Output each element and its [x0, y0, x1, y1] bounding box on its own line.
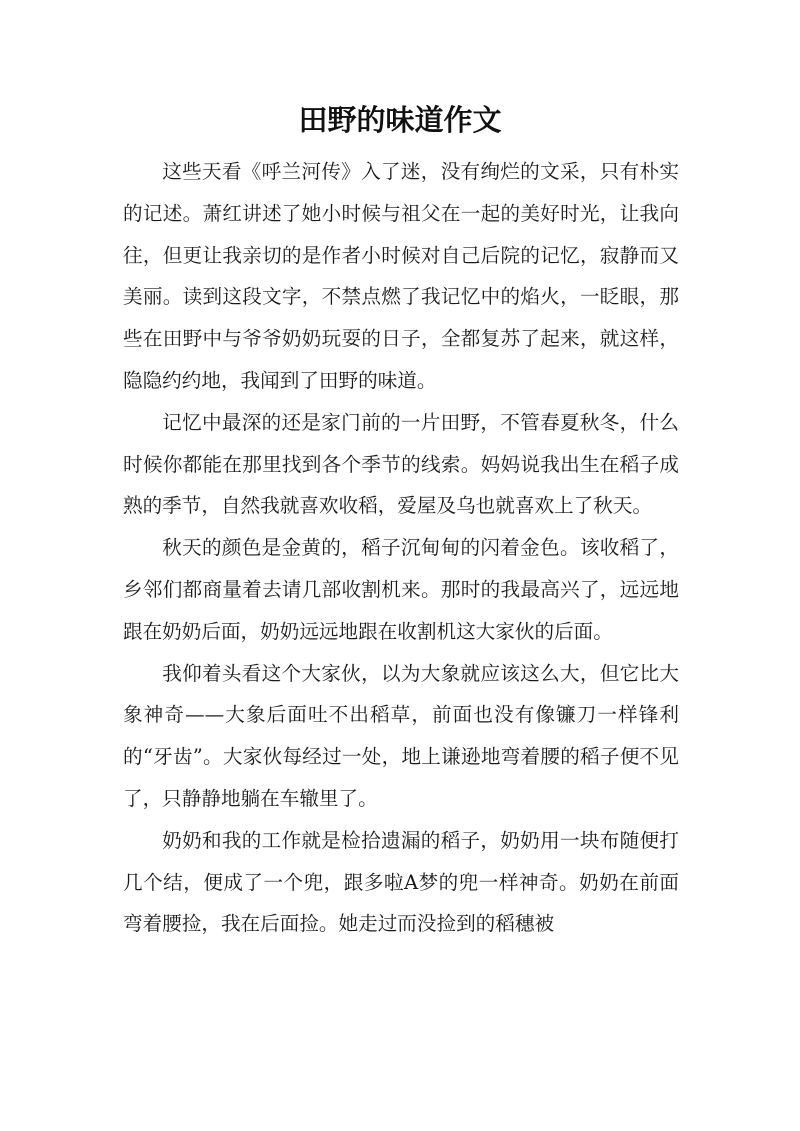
- document-title: 田野的味道作文: [298, 103, 502, 137]
- paragraph-3: 秋天的颜色是金黄的，稻子沉甸甸的闪着金色。该收稻了，乡邻们都商量着去请几部收割机来。那时的我最高兴了，远远地跟在奶奶后面，奶奶远远地跟在收割机这大家伙的后面。: [123, 536, 679, 643]
- paragraph-2: 记忆中最深的还是家门前的一片田野，不管春夏秋冬，什么时候你都能在那里找到各个季节的线索。妈妈说我出生在稻子成熟的季节，自然我就喜欢收稻，爱屋及乌也就喜欢上了秋天。: [123, 410, 679, 518]
- paragraph-4: 我仰着头看这个大家伙，以为大象就应该这么大，但它比大象神奇——大象后面吐不出稻草，前面也没有像镰刀一样锋利的“牙齿”。大家伙每经过一处，地上谦逊地弯着腰的稻子便不见了，只静静地躺在车辙里了。: [123, 661, 679, 810]
- document-body: [123, 151, 679, 945]
- paragraph-5: 奶奶和我的工作就是检拾遗漏的稻子，奶奶用一块布随便打几个结，便成了一个兜，跟多啦A梦的兜一样神奇。奶奶在前面弯着腰捡，我在后面捡。她走过而没捡到的稻穗被: [123, 828, 679, 936]
- paragraph-1: 这些天看《呼兰河传》入了迷，没有绚烂的文采，只有朴实的记述。萧红讲述了她小时候与祖父在一起的美好时光，让我向往，但更让我亲切的是作者小时候对自己后院的记忆，寂静而又美丽。读到这段文字，不禁点燃了我记忆中的焰火，一眨眼，那些在田野中与爷爷奶奶玩耍的日子，全都复苏了起来，就这样，隐隐约约地，我闻到了田野的味道。: [123, 160, 679, 392]
